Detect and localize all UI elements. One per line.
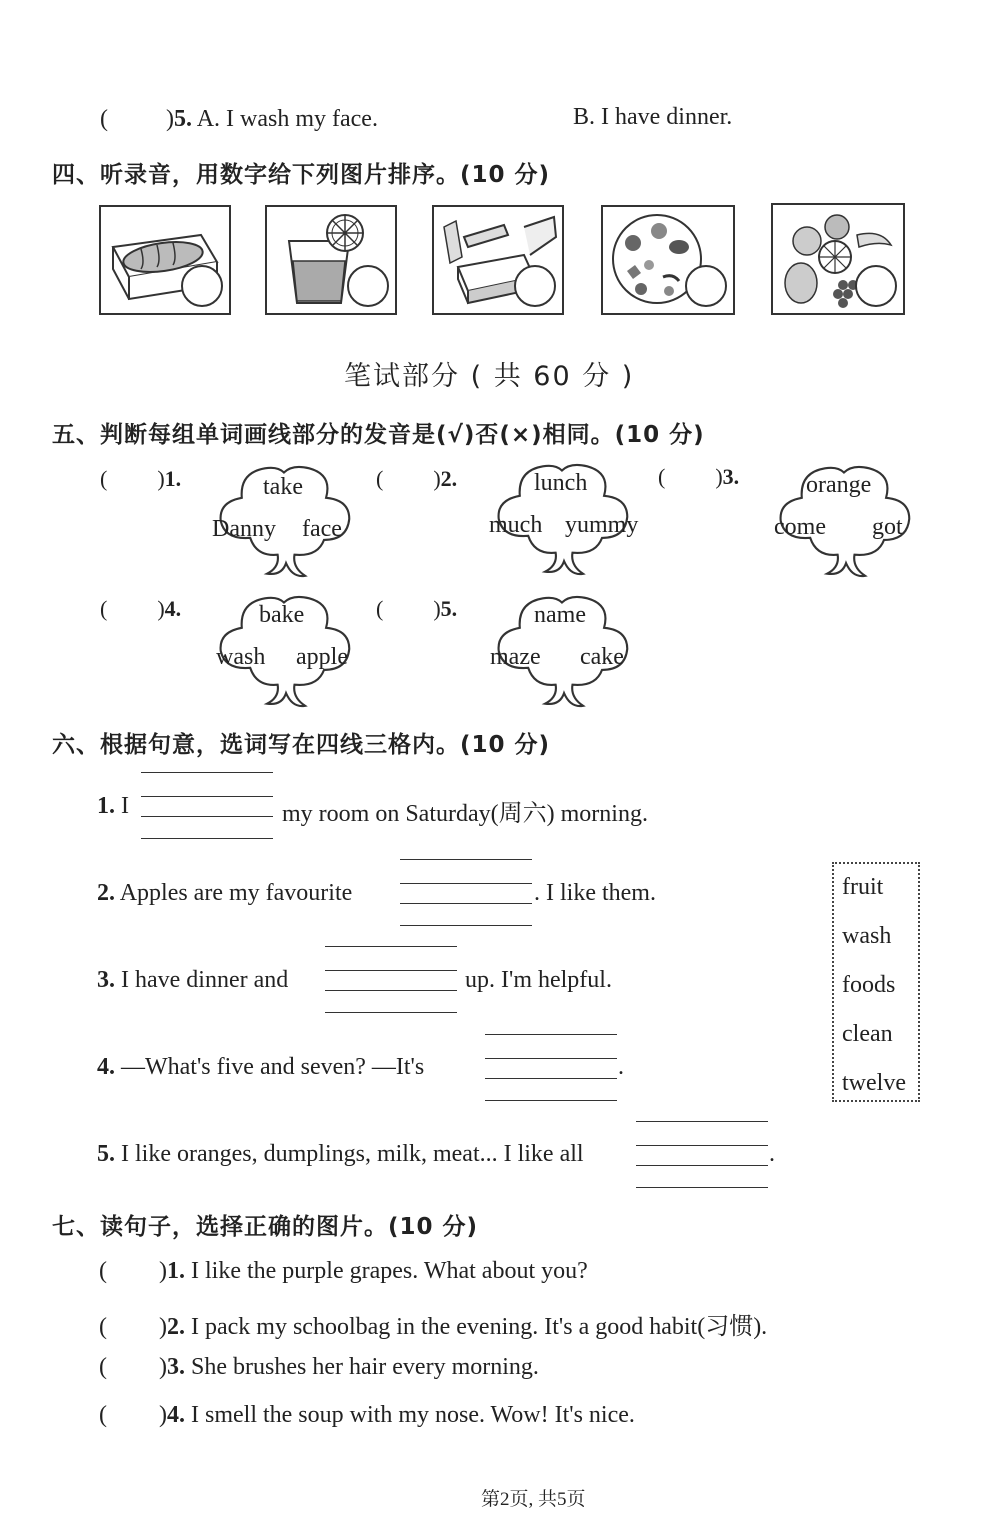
s6-q2-after: . I like them.: [534, 880, 656, 906]
clover-4-right: apple: [296, 644, 348, 670]
written-part-title: 笔试部分 ( 共 60 分 ): [344, 361, 635, 392]
s6-q5-after: .: [769, 1141, 775, 1167]
option-b: B. I have dinner.: [573, 104, 733, 130]
clover-3-top: orange: [806, 472, 872, 498]
answer-circle[interactable]: [514, 265, 556, 307]
answer-paren[interactable]: ( ): [99, 1314, 167, 1340]
section4-title: 四、听录音，用数字给下列图片排序。(10 分): [52, 162, 551, 188]
s6-q3-before: 3. I have dinner and: [97, 967, 289, 993]
word-bank-item: wash: [842, 923, 892, 949]
answer-circle[interactable]: [181, 265, 223, 307]
answer-paren-open[interactable]: (: [100, 106, 108, 132]
s7-item-3: ( )3. She brushes her hair every morning.: [99, 1354, 539, 1380]
s6-q3-after: up. I'm helpful.: [465, 967, 612, 993]
answer-circle[interactable]: [685, 265, 727, 307]
answer-circle[interactable]: [347, 265, 389, 307]
word-bank: [832, 862, 920, 1102]
section5-title: 五、判断每组单词画线部分的发音是(√)否(×)相同。(10 分): [52, 422, 705, 448]
answer-circle[interactable]: [855, 265, 897, 307]
clover-5-top: name: [534, 602, 586, 628]
picture-fruit[interactable]: [771, 203, 905, 315]
s6-q1-fourline[interactable]: [141, 772, 273, 834]
picture-juice[interactable]: [265, 205, 397, 315]
clover-5-right: cake: [580, 644, 624, 670]
s6-q2-before: 2. Apples are my favourite: [97, 880, 353, 906]
s5-q1-label: ( )1.: [100, 466, 182, 491]
clover-1-right: face: [302, 516, 342, 542]
clover-3-right: got: [872, 514, 903, 540]
s7-item-1: ( )1. I like the purple grapes. What about you?: [99, 1258, 588, 1284]
s6-q2-fourline[interactable]: [400, 859, 532, 921]
s7-item-2: ( )2. I pack my schoolbag in the evening. It's a good habit(习惯).: [99, 1314, 768, 1340]
word-bank-item: clean: [842, 1021, 893, 1047]
s6-q3-fourline[interactable]: [325, 946, 457, 1008]
s5-q4-label: ( )4.: [100, 596, 182, 621]
s6-q1-before: 1. I: [97, 793, 129, 819]
page-number: 第2页, 共5页: [481, 1489, 586, 1510]
s6-q1-after: my room on Saturday(周六) morning.: [282, 801, 648, 827]
word-bank-item: twelve: [842, 1070, 906, 1096]
clover-2-right: yummy: [565, 512, 639, 538]
answer-paren[interactable]: ( ): [99, 1354, 167, 1380]
word-bank-item: fruit: [842, 874, 884, 900]
clover-2-left: much: [489, 512, 543, 538]
clover-1-left: Danny: [212, 516, 276, 542]
answer-paren[interactable]: ( ): [99, 1258, 167, 1284]
s5-q3-label: ( )3.: [658, 464, 740, 489]
section7-title: 七、读句子，选择正确的图片。(10 分): [52, 1214, 479, 1240]
picture-lunchbox[interactable]: [432, 205, 564, 315]
clover-1-top: take: [263, 474, 303, 500]
section6-title: 六、根据句意，选词写在四线三格内。(10 分): [52, 732, 551, 758]
s5-q2-label: ( )2.: [376, 466, 458, 491]
clover-3-left: come: [774, 514, 826, 540]
q5-row: ( )5. A. I wash my face.: [100, 106, 378, 132]
clover-5-left: maze: [490, 644, 541, 670]
s6-q5-before: 5. I like oranges, dumplings, milk, meat... I like all: [97, 1141, 584, 1167]
picture-bread[interactable]: [99, 205, 231, 315]
option-a: A. I wash my face.: [196, 106, 378, 132]
s6-q4-before: 4. —What's five and seven? —It's: [97, 1054, 425, 1080]
clover-4-top: bake: [259, 602, 305, 628]
s6-q4-after: .: [618, 1054, 624, 1080]
picture-food-plate[interactable]: [601, 205, 735, 315]
s6-q4-fourline[interactable]: [485, 1034, 617, 1096]
clover-2-top: lunch: [534, 470, 588, 496]
s6-q5-fourline[interactable]: [636, 1121, 768, 1183]
s7-item-4: ( )4. I smell the soup with my nose. Wow! It's nice.: [99, 1402, 635, 1428]
s5-q5-label: ( )5.: [376, 596, 458, 621]
word-bank-item: foods: [842, 972, 896, 998]
answer-paren[interactable]: ( ): [99, 1402, 167, 1428]
clover-4-left: wash: [216, 644, 266, 670]
